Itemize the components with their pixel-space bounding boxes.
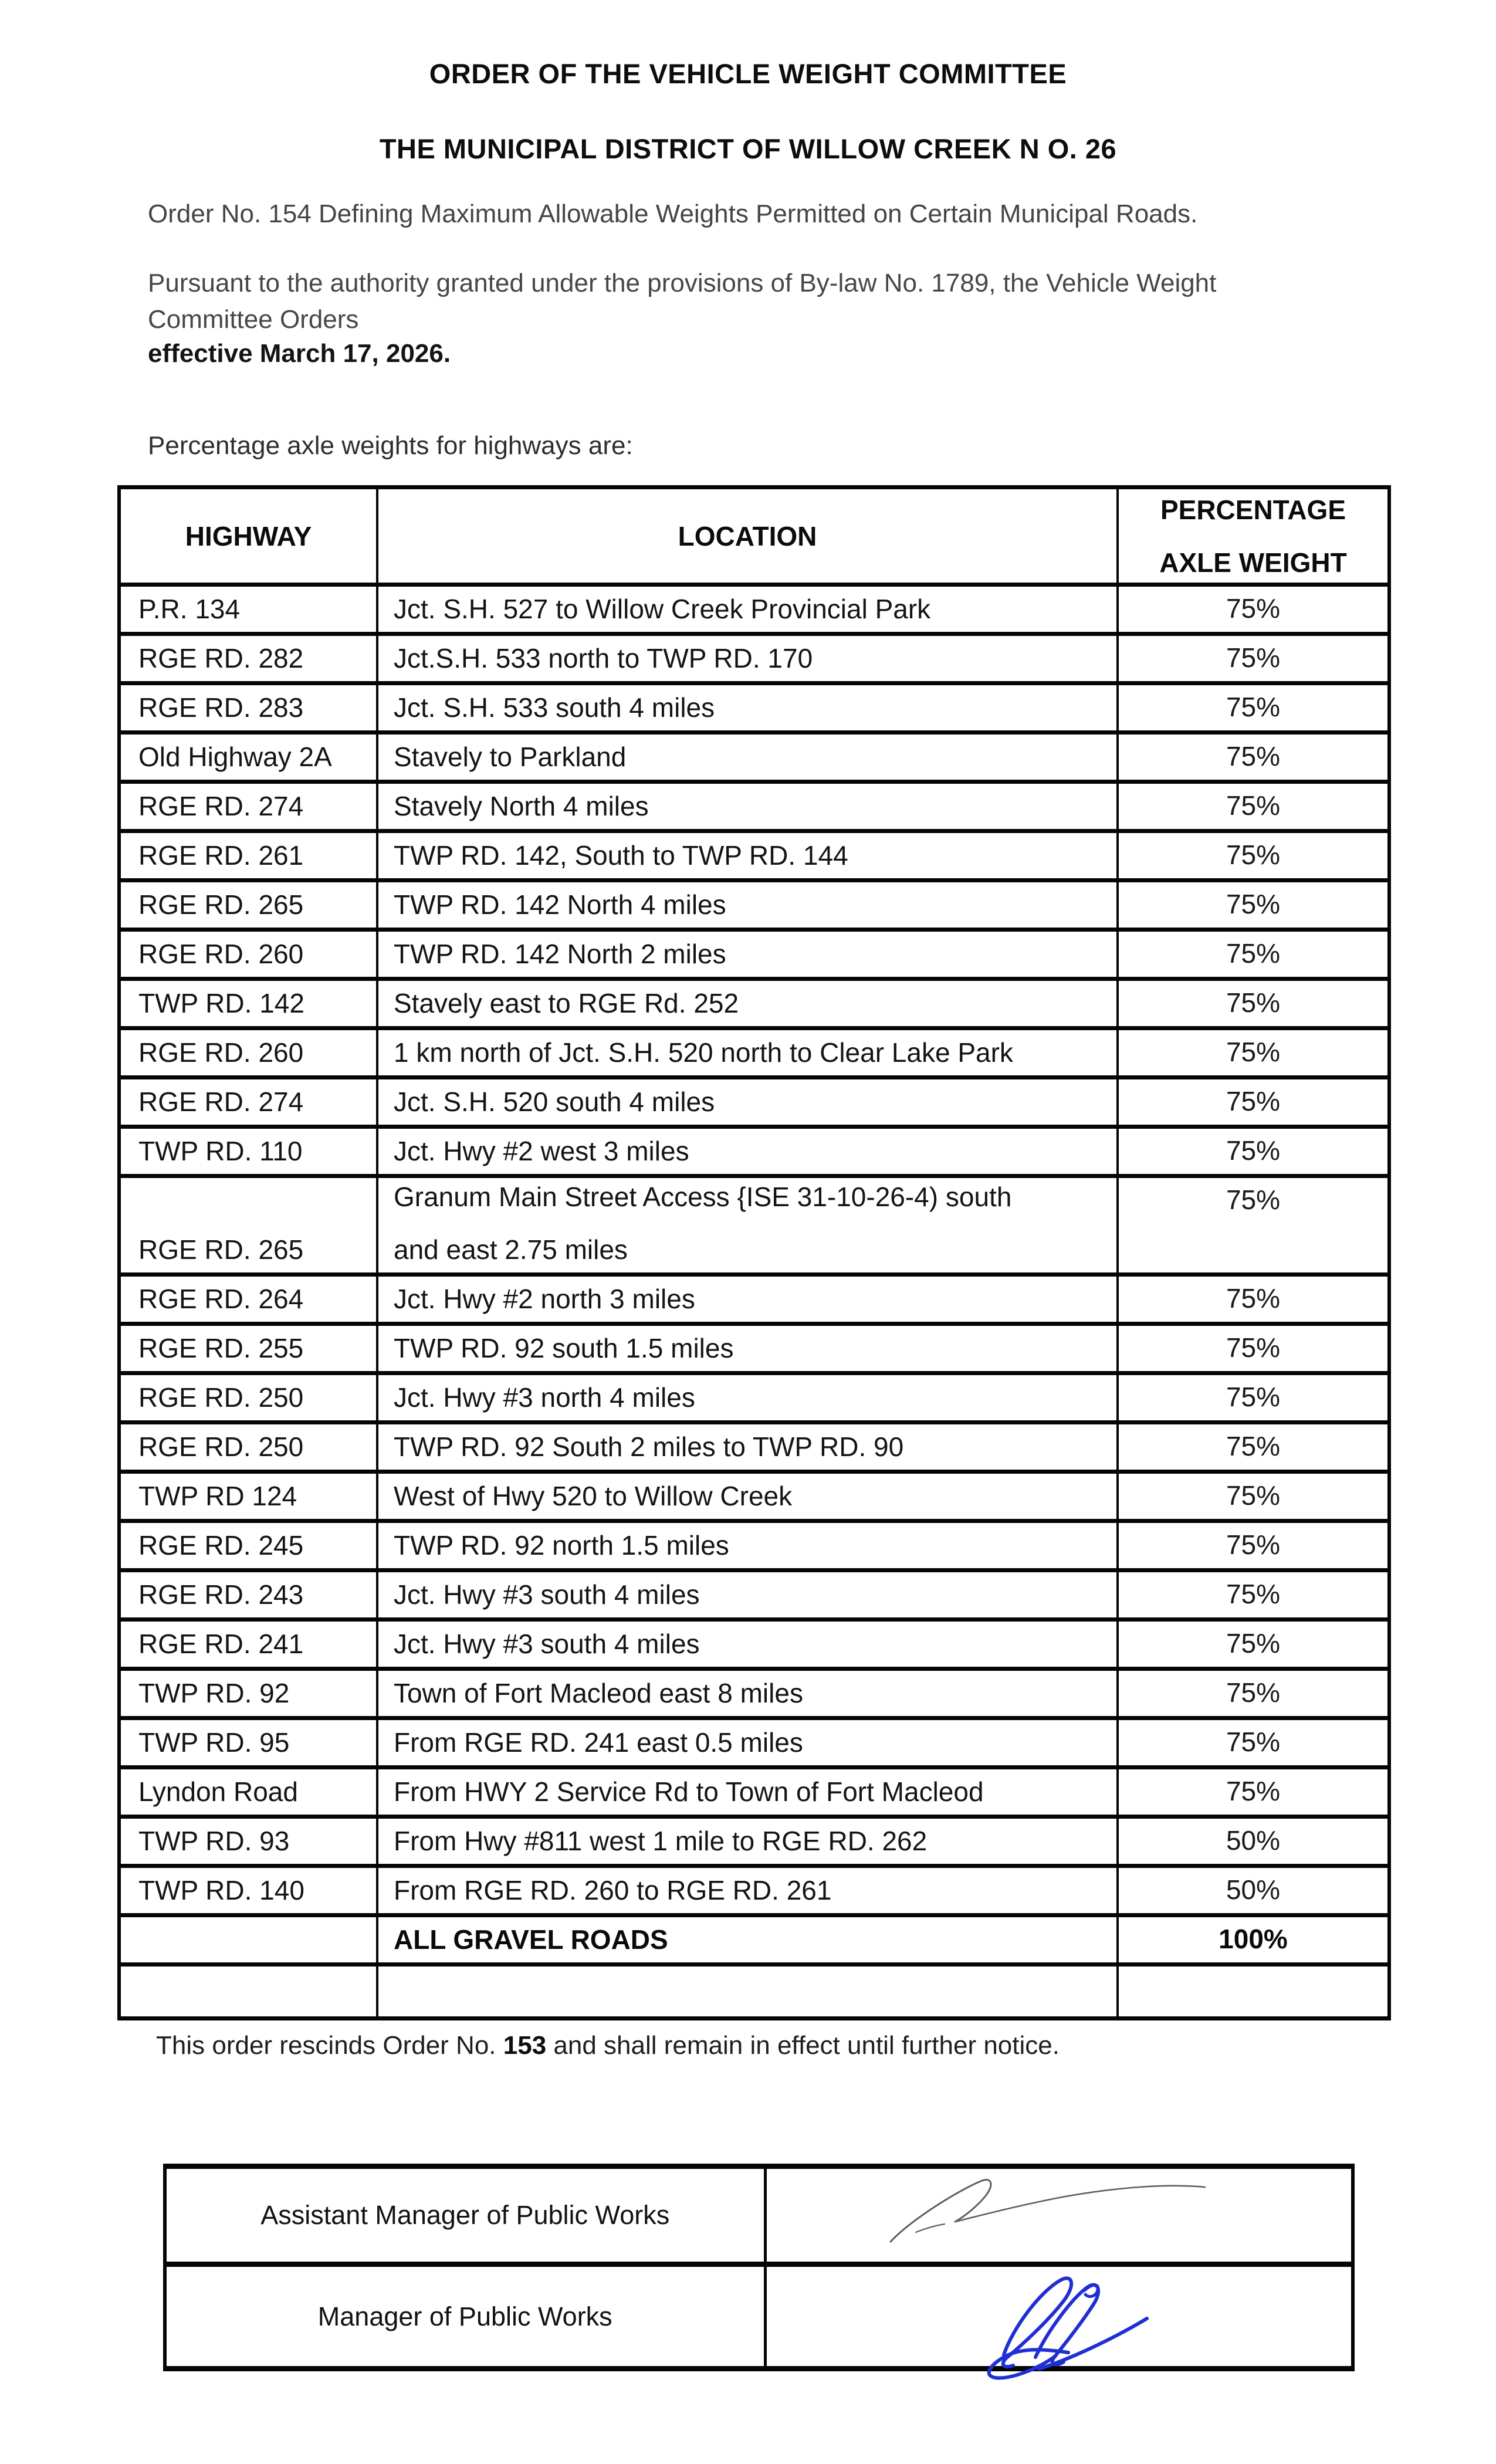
effective-date: effective March 17, 2026. (148, 339, 451, 368)
highway-cell: RGE RD. 250 (119, 1373, 377, 1423)
pursuant-paragraph: Pursuant to the authority granted under the provisions of By-law No. 1789, the Vehicle Weight Committee Orders (148, 269, 1217, 334)
location-cell: 1 km north of Jct. S.H. 520 north to Clear Lake Park (377, 1028, 1118, 1078)
highway-cell: RGE RD. 245 (119, 1521, 377, 1571)
highway-cell: RGE RD. 260 (119, 1028, 377, 1078)
rescind-order-number: 153 (503, 2031, 547, 2060)
percentage-cell: 75% (1118, 1620, 1389, 1669)
percentage-column-header (1118, 488, 1389, 585)
highway-cell: RGE RD. 265 (119, 881, 377, 930)
location-cell: Stavely to Parkland (377, 733, 1118, 782)
location-cell (377, 1176, 1118, 1275)
document-subtitle: THE MUNICIPAL DISTRICT OF WILLOW CREEK N O. 26 (379, 133, 1117, 164)
location-line2: and east 2.75 miles (394, 1234, 628, 1265)
location-cell: From HWY 2 Service Rd to Town of Fort Macleod (377, 1768, 1118, 1817)
location-cell: From Hwy #811 west 1 mile to RGE RD. 262 (377, 1817, 1118, 1866)
highway-cell: TWP RD. 92 (119, 1669, 377, 1718)
signature-table (163, 2164, 1355, 2371)
location-cell: TWP RD. 142 North 4 miles (377, 881, 1118, 930)
table-row (119, 979, 1389, 1028)
location-cell: TWP RD. 142 North 2 miles (377, 930, 1118, 979)
highway-cell: TWP RD 124 (119, 1472, 377, 1521)
location-cell: TWP RD. 92 north 1.5 miles (377, 1521, 1118, 1571)
percentage-cell: 100% (1118, 1915, 1389, 1965)
rescind-suffix: and shall remain in effect until further notice. (553, 2031, 1060, 2060)
highway-cell: RGE RD. 243 (119, 1571, 377, 1620)
table-row (119, 1718, 1389, 1768)
location-cell: ALL GRAVEL ROADS (377, 1915, 1118, 1965)
location-column-header: LOCATION (377, 488, 1118, 585)
assistant-manager-signature-cell (765, 2167, 1353, 2265)
order-description: Order No. 154 Defining Maximum Allowable Weights Permitted on Certain Municipal Roads. (148, 199, 1198, 228)
table-row (119, 1176, 1389, 1275)
weights-table-header (119, 488, 1389, 585)
location-cell: Jct. Hwy #3 south 4 miles (377, 1620, 1118, 1669)
highway-cell: RGE RD. 264 (119, 1275, 377, 1324)
percentage-cell: 75% (1118, 733, 1389, 782)
assistant-manager-label: Assistant Manager of Public Works (165, 2167, 765, 2265)
location-cell: Stavely east to RGE Rd. 252 (377, 979, 1118, 1028)
location-cell: TWP RD. 142, South to TWP RD. 144 (377, 831, 1118, 881)
table-row (119, 1373, 1389, 1423)
highway-cell: RGE RD. 241 (119, 1620, 377, 1669)
weights-table (117, 485, 1391, 2020)
pencil-signature (884, 2174, 1212, 2247)
document-title: ORDER OF THE VEHICLE WEIGHT COMMITTEE (429, 58, 1067, 89)
percentage-cell: 75% (1118, 1028, 1389, 1078)
table-row (119, 831, 1389, 881)
highway-cell: TWP RD. 142 (119, 979, 377, 1028)
location-cell: From RGE RD. 260 to RGE RD. 261 (377, 1866, 1118, 1915)
percentage-cell: 75% (1118, 1275, 1389, 1324)
percentage-cell: 75% (1118, 1718, 1389, 1768)
table-row (119, 733, 1389, 782)
table-row (119, 1571, 1389, 1620)
highway-cell: Old Highway 2A (119, 733, 377, 782)
rescind-note (156, 2031, 1060, 2060)
highway-cell (119, 1965, 377, 2019)
table-row (119, 1423, 1389, 1472)
location-cell: Jct. S.H. 533 south 4 miles (377, 683, 1118, 733)
percentage-cell: 75% (1118, 1373, 1389, 1423)
location-line1: Granum Main Street Access {ISE 31-10-26-4) south (394, 1182, 1012, 1212)
highway-cell (119, 1915, 377, 1965)
highway-cell: TWP RD. 140 (119, 1866, 377, 1915)
location-cell: Jct. Hwy #2 north 3 miles (377, 1275, 1118, 1324)
percentage-cell: 75% (1118, 1768, 1389, 1817)
highway-cell: RGE RD. 282 (119, 634, 377, 683)
table-row (119, 1620, 1389, 1669)
highway-cell: RGE RD. 274 (119, 1078, 377, 1127)
header-row (119, 488, 1389, 585)
table-row (119, 881, 1389, 930)
percentage-cell: 75% (1118, 1423, 1389, 1472)
highway-cell: RGE RD. 283 (119, 683, 377, 733)
percentage-cell: 75% (1118, 634, 1389, 683)
percentage-cell: 75% (1118, 683, 1389, 733)
signature-row-manager (165, 2265, 1353, 2369)
percentage-header-line1: PERCENTAGE (1160, 494, 1346, 525)
location-cell: Jct.S.H. 533 north to TWP RD. 170 (377, 634, 1118, 683)
location-cell: Stavely North 4 miles (377, 782, 1118, 831)
location-cell: Jct. Hwy #3 south 4 miles (377, 1571, 1118, 1620)
location-cell: Jct. Hwy #2 west 3 miles (377, 1127, 1118, 1176)
table-row (119, 1866, 1389, 1915)
signature-row-assistant-manager (165, 2167, 1353, 2265)
location-cell (377, 1965, 1118, 2019)
location-cell: West of Hwy 520 to Willow Creek (377, 1472, 1118, 1521)
highway-cell: TWP RD. 95 (119, 1718, 377, 1768)
manager-signature-cell (765, 2265, 1353, 2369)
table-row (119, 1472, 1389, 1521)
table-row (119, 1275, 1389, 1324)
percentage-cell: 75% (1118, 1521, 1389, 1571)
table-row (119, 634, 1389, 683)
location-cell: Jct. S.H. 527 to Willow Creek Provincial Park (377, 585, 1118, 634)
highway-cell: RGE RD. 250 (119, 1423, 377, 1472)
location-cell: Jct. Hwy #3 north 4 miles (377, 1373, 1118, 1423)
highway-cell: Lyndon Road (119, 1768, 377, 1817)
table-row (119, 683, 1389, 733)
percentage-cell: 75% (1118, 1669, 1389, 1718)
table-row (119, 1521, 1389, 1571)
percentage-cell: 50% (1118, 1866, 1389, 1915)
highway-cell: RGE RD. 274 (119, 782, 377, 831)
table-row (119, 1768, 1389, 1817)
percentage-cell: 75% (1118, 930, 1389, 979)
location-cell: TWP RD. 92 south 1.5 miles (377, 1324, 1118, 1373)
percentage-cell: 75% (1118, 1324, 1389, 1373)
table-row (119, 1028, 1389, 1078)
percentage-cell (1118, 1965, 1389, 2019)
pen-signature (952, 2268, 1152, 2382)
percentage-header-line2: AXLE WEIGHT (1159, 547, 1347, 578)
table-intro: Percentage axle weights for highways are: (148, 431, 633, 460)
percentage-cell: 75% (1118, 831, 1389, 881)
table-row (119, 1669, 1389, 1718)
highway-column-header: HIGHWAY (119, 488, 377, 585)
table-row (119, 1817, 1389, 1866)
location-cell: Jct. S.H. 520 south 4 miles (377, 1078, 1118, 1127)
table-row (119, 930, 1389, 979)
highway-cell: RGE RD. 260 (119, 930, 377, 979)
table-row-empty (119, 1965, 1389, 2019)
manager-label: Manager of Public Works (165, 2265, 765, 2369)
table-row (119, 1127, 1389, 1176)
rescind-prefix: This order rescinds Order No. (156, 2031, 496, 2060)
percentage-cell: 50% (1118, 1817, 1389, 1866)
percentage-cell: 75% (1118, 585, 1389, 634)
weights-table-body (119, 585, 1389, 2019)
table-row (119, 1915, 1389, 1965)
highway-cell: P.R. 134 (119, 585, 377, 634)
highway-cell: RGE RD. 261 (119, 831, 377, 881)
table-row (119, 1324, 1389, 1373)
percentage-cell: 75% (1118, 1127, 1389, 1176)
table-row (119, 782, 1389, 831)
highway-cell: TWP RD. 110 (119, 1127, 377, 1176)
percentage-cell: 75% (1118, 1472, 1389, 1521)
percentage-cell: 75% (1118, 979, 1389, 1028)
table-row (119, 1078, 1389, 1127)
table-row (119, 585, 1389, 634)
percentage-cell: 75% (1118, 782, 1389, 831)
location-cell: From RGE RD. 241 east 0.5 miles (377, 1718, 1118, 1768)
location-cell: Town of Fort Macleod east 8 miles (377, 1669, 1118, 1718)
highway-cell: RGE RD. 265 (119, 1176, 377, 1275)
percentage-cell: 75% (1118, 881, 1389, 930)
highway-cell: RGE RD. 255 (119, 1324, 377, 1373)
percentage-cell: 75% (1118, 1571, 1389, 1620)
percentage-cell: 75% (1118, 1176, 1389, 1275)
percentage-cell: 75% (1118, 1078, 1389, 1127)
highway-cell: TWP RD. 93 (119, 1817, 377, 1866)
location-cell: TWP RD. 92 South 2 miles to TWP RD. 90 (377, 1423, 1118, 1472)
